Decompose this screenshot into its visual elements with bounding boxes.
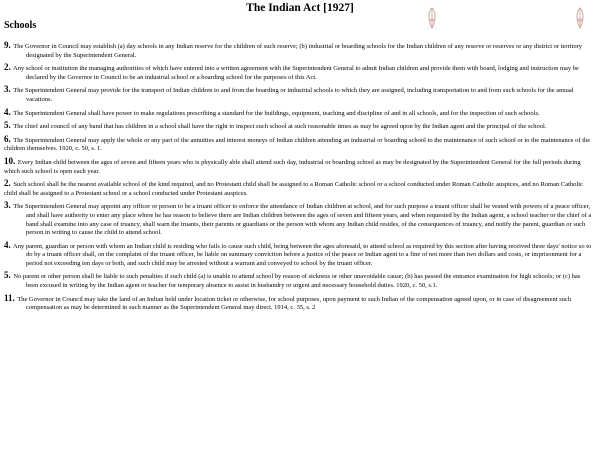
paragraph-number: 6. xyxy=(4,133,11,144)
paragraph-number: 4. xyxy=(4,239,11,250)
paragraph xyxy=(4,201,594,237)
paragraph-text: Such school shall be the nearest available school of the kind required, and no Protestant child shall be assigned to a Roman Catholic school or a school conducted under Roman Catholic auspices, and no Roman Catholic child shall be assigned to a Protestant school or a school conducted under Protestant auspices. xyxy=(4,181,583,197)
paragraph-number: 5. xyxy=(4,120,11,131)
paragraph-text: Every Indian child between the ages of seven and fifteen years who is physically able shall attend such day, industrial or boarding school as may be designated by the Superintendent General for the full periods during which such school is open each year. xyxy=(4,158,581,175)
section-heading: Schools xyxy=(4,20,37,31)
paragraph-number: 9. xyxy=(4,40,11,50)
paragraph xyxy=(4,179,594,198)
paragraph-text: Any parent, guardian or person with whom an Indian child is residing who fails to cause such child, being between the ages aforesaid, to attend school as required by this section after having received three days' notice so to do by a truant officer shall, on the complaint of the truant officer, be liable on summary conviction before a justice of the peace or Indian agent to a fine of not more than two dollars and costs, or imprisonment for a period not exceeding ten days or both, and such child may be arrested without a warrant and conveyed to school by the truant officer. xyxy=(13,242,592,267)
paragraph-text: The Governor in Council may establish (a) day schools in any Indian reserve for the children of such reserve; (b) industrial or boarding schools for the Indian children of any reserve or reserves or any district or territory designated by the Superintendent General. xyxy=(13,43,583,59)
paragraph-text: The Governor in Council may take the land of an Indian held under location ticket or otherwise, for school purposes, upon payment to such Indian of the compensation agreed upon, or in case of disagreement such compensation as may be determined in such manner as the Superintendent General may direct. 1914, c. 35, s. 2 xyxy=(17,295,572,312)
paragraph xyxy=(4,271,594,290)
paragraph xyxy=(4,294,594,313)
paragraph-number: 3. xyxy=(4,200,11,211)
paragraph-number: 4. xyxy=(4,106,11,117)
paragraph-text: No parent or other person shall be liable to such penalties if such child (a) is unable to attend school by reason of sickness or other unavoidable cause; (b) has passed the entrance examination for high schools; or (c) has been excused in writing by the Indian agent or teacher for temporary absence to assist in husbandry or urgent and necessary household duties. 1920, c. 50, s.1. xyxy=(13,273,581,290)
paragraph xyxy=(4,41,594,60)
document-title: The Indian Act [1927] xyxy=(246,2,354,14)
paragraph xyxy=(4,121,594,132)
paragraph-text: The Superintendent General shall have power to make regulations prescribing a standard for the buildings, equipment, teaching and discipline of and in all schools, and for the inspection of such schools. xyxy=(13,109,540,117)
paragraph-number: 11. xyxy=(4,292,15,303)
paragraph-text: The Superintendent General may apply the whole or any part of the annuities and interest moneys of Indian children attending an industrial or boarding school to the maintenance of such school or to the maintenance of the children themselves. 1920, c. 50, s. 1. xyxy=(4,136,591,153)
paragraph-number: 10. xyxy=(4,155,16,166)
paragraph xyxy=(4,108,594,119)
paragraph-number: 3. xyxy=(4,84,11,95)
document-body xyxy=(4,38,594,316)
feather-icon xyxy=(570,6,590,30)
paragraph-number: 2. xyxy=(4,178,11,189)
paragraph-text: The Superintendent General may provide for the transport of Indian children to and from the boarding or industrial schools to which they are assigned, including transportation to and from such schools for the annual vacations. xyxy=(13,87,574,103)
paragraph xyxy=(4,157,594,176)
paragraph xyxy=(4,135,594,154)
feather-icon xyxy=(422,6,442,30)
paragraph-text: The chief and council of any band that has children in a school shall have the right to inspect such school at such reasonable times as may be agreed upon by the Indian agent and the principal of the school. xyxy=(13,123,547,131)
paragraph-text: The Superintendent General may appoint any officer or person to be a truant officer to enforce the attendance of Indian children at school, and for such purpose a truant officer shall be vested with powers of a peace officer, and shall have authority to enter any place where he has reason to believe there are Indian children between the ages of seven and fifteen years, and when requested by the Indian agent, a school teacher or the chief of a band shall examine into any case of truancy, shall warn the truants, their parents or guardians or the person with whom any Indian child resides, of the consequences of truancy, and notify the parent, guardian or such person in writing to cause the child to attend school. xyxy=(13,203,592,237)
paragraph-number: 2. xyxy=(4,62,11,73)
paragraph-text: Any school or institution the managing authorities of which have entered into a written agreement with the Superintendent General to admit Indian children and provide them with board, lodging and instruction may be declared by the Governor in Council to be an industrial school or a boarding school for the purposes of this Act. xyxy=(13,65,579,81)
paragraph xyxy=(4,85,594,104)
paragraph xyxy=(4,63,594,82)
paragraph-number: 5. xyxy=(4,270,11,281)
paragraph xyxy=(4,241,594,269)
